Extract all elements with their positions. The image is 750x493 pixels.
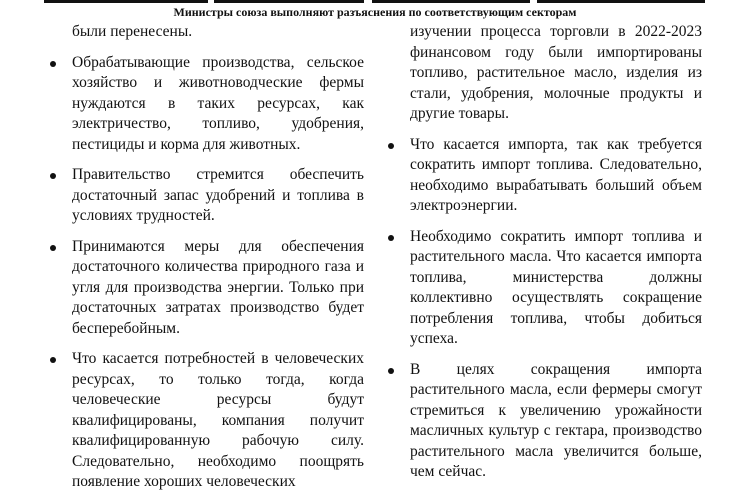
list-item-text: Правительство стремится обеспечить достаточный запас удобрений и топлива в условиях трудностей. bbox=[72, 166, 364, 224]
top-bar-segment bbox=[372, 0, 530, 3]
list-item bbox=[50, 237, 364, 340]
list-item-text: Обрабатывающие производства, сельское хозяйство и животноводческие фермы нуждаются в таких ресурсах, как электричество, топливо, удобрения, пестициды и корма для животных. bbox=[72, 53, 364, 153]
bullet-icon bbox=[388, 143, 394, 149]
bullet-icon bbox=[50, 245, 56, 251]
list-item bbox=[50, 349, 364, 493]
bullet-icon bbox=[50, 357, 56, 363]
list-item-text: Что касается потребностей в человеческих ресурсах, то только тогда, когда человеческие ресурсы будут квалифицированы, компания получит квалифицированную рабочую силу. Следовательно, необходимо поощрять появление хороших человеческих bbox=[72, 350, 364, 490]
bullet-list bbox=[388, 135, 702, 483]
top-bar-segment bbox=[44, 0, 208, 3]
bullet-icon bbox=[388, 235, 394, 241]
bullet-icon bbox=[50, 173, 56, 179]
list-item-text: Принимаются меры для обеспечения достаточного количества природного газа и угля для производства энергии. Только при достаточных затратах производство будет бесперебойным. bbox=[72, 237, 364, 337]
continued-text: были перенесены. bbox=[72, 23, 193, 40]
list-item-text: Необходимо сократить импорт топлива и растительного масла. Что касается импорта топлива, министерства должны коллективно осуществлять сокращение потребления топлива, чтобы добиться успеха. bbox=[410, 227, 702, 347]
list-item-text: В целях сокращения импорта растительного масла, если фермеры смогут стремиться к увеличению урожайности масличных культур с гектара, производство растительного масла увеличится больше, чем сейчас. bbox=[410, 360, 702, 480]
page-subtitle: Министры союза выполняют разъяснения по соответствующим секторам bbox=[173, 5, 577, 19]
top-decorative-bars bbox=[0, 0, 750, 3]
list-item-text: Что касается импорта, так как требуется сократить импорт топлива. Следовательно, необходимо вырабатывать больший объем электроэнергии. bbox=[410, 135, 702, 214]
list-item bbox=[388, 135, 702, 217]
bullet-icon bbox=[388, 368, 394, 374]
continued-text: изучении процесса торговли в 2022-2023 финансовом году были импортированы топливо, растительное масло, изделия из стали, удобрения, молочные продукты и другие товары. bbox=[410, 23, 702, 122]
list-item bbox=[50, 165, 364, 227]
left-column bbox=[50, 22, 364, 493]
list-item bbox=[388, 227, 702, 350]
top-bar-segment bbox=[537, 0, 705, 3]
top-bar-segment bbox=[214, 0, 364, 3]
bullet-icon bbox=[50, 61, 56, 67]
bullet-list bbox=[50, 53, 364, 493]
right-column bbox=[388, 22, 702, 483]
list-item bbox=[50, 53, 364, 156]
list-item bbox=[388, 360, 702, 483]
